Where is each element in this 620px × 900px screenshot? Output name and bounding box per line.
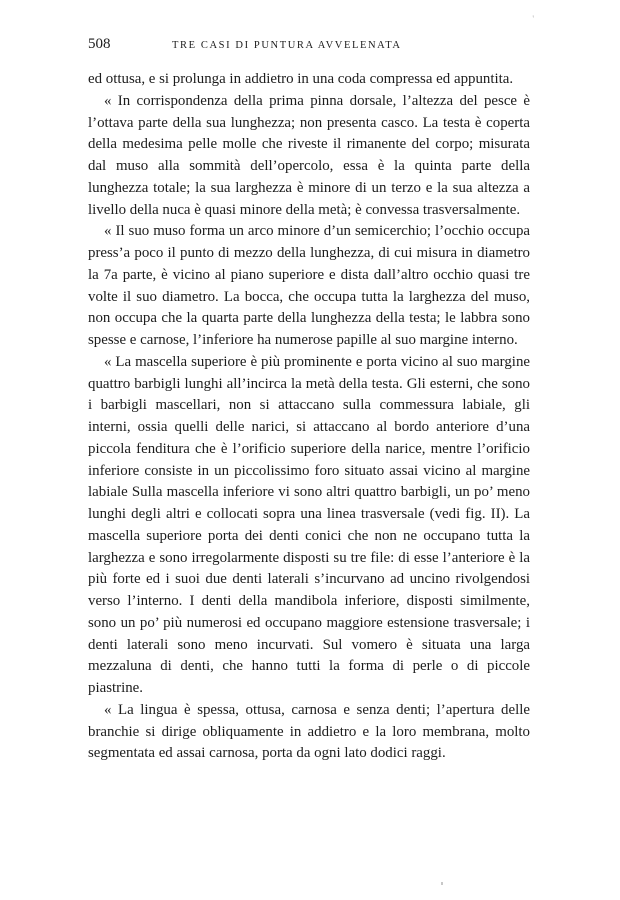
paper-speck bbox=[441, 882, 443, 885]
page-header bbox=[88, 36, 530, 60]
running-title: TRE CASI DI PUNTURA AVVELENATA bbox=[172, 40, 402, 51]
paragraph-tongue: « La lingua è spessa, ottusa, carnosa e senza denti; l’apertura delle branchie si dirige obliquamente in addietro e la loro membrana, molto segmentata ed assai carnosa, porta da ogni lato dodici raggi. bbox=[88, 701, 530, 762]
paragraph-dorsal-fin: « In corrispondenza della prima pinna dorsale, l’altezza del pesce è l’ottava parte della sua lunghezza; non presenta casco. La testa è coperta della medesima pelle molle che riveste il rimanente del corpo; misurata dal muso alla sommità dell’opercolo, essa è la quinta parte della lunghezza totale; la sua larghezza è minore di un terzo e la sua altezza a livello della nuca è quasi minore della metà; è convessa trasversalmente. bbox=[88, 92, 530, 218]
paragraph-muzzle: « Il suo muso forma un arco minore d’un semicerchio; l’occhio occupa press’a poco il punto di mezzo della lunghezza, di cui misura in diametro la 7a parte, è vicino al piano superiore e dista dall’altro occhio quasi tre volte il suo diametro. La bocca, che occupa tutta la larghezza del muso, non occupa che la quarta parte della lunghezza della testa; le labbra sono spesse e carnose, l’inferiore ha numerose papille al suo margine interno. bbox=[88, 223, 530, 348]
book-page bbox=[88, 36, 530, 765]
margin-mark: ' bbox=[532, 14, 534, 24]
page-number: 508 bbox=[88, 36, 111, 52]
paragraph-continuation: ed ottusa, e si prolunga in addietro in una coda compressa ed appuntita. bbox=[88, 71, 514, 87]
body-text bbox=[88, 69, 530, 765]
paragraph-upper-jaw: « La mascella superiore è più prominente e porta vicino al suo margine quattro barbigli lunghi all’incirca la metà della testa. Gli esterni, che sono i barbigli mascellari, non si attaccano sulla commessura labiale, gli interni, ossia quelli delle narici, si attaccano al bordo anteriore d’una piccola fenditura che è l’orificio superiore della narice, mentre l’orificio inferiore consiste in un piccolissimo foro situato assai vicino al margine labiale Sulla mascella inferiore vi sono altri quattro barbigli, un po’ meno lunghi degli altri e collocati sopra una linea trasversale (vedi fig. II). La mascella superiore porta dei denti conici che non ne occupano tutta la larghezza e sono irregolarmente disposti su tre file: di esse l’anteriore è la più forte ed i suoi due denti laterali s’incurvano ad uncino rivolgendosi verso l’interno. I denti della mandibola inferiore, disposti similmente, sono un po’ più numerosi ed occupano maggiore estensione trasversale; i denti laterali sono meno incurvati. Sul vomero è situata una larga mezzaluna di denti, che hanno tutti la forma di perle o di piccole piastrine. bbox=[88, 353, 530, 696]
